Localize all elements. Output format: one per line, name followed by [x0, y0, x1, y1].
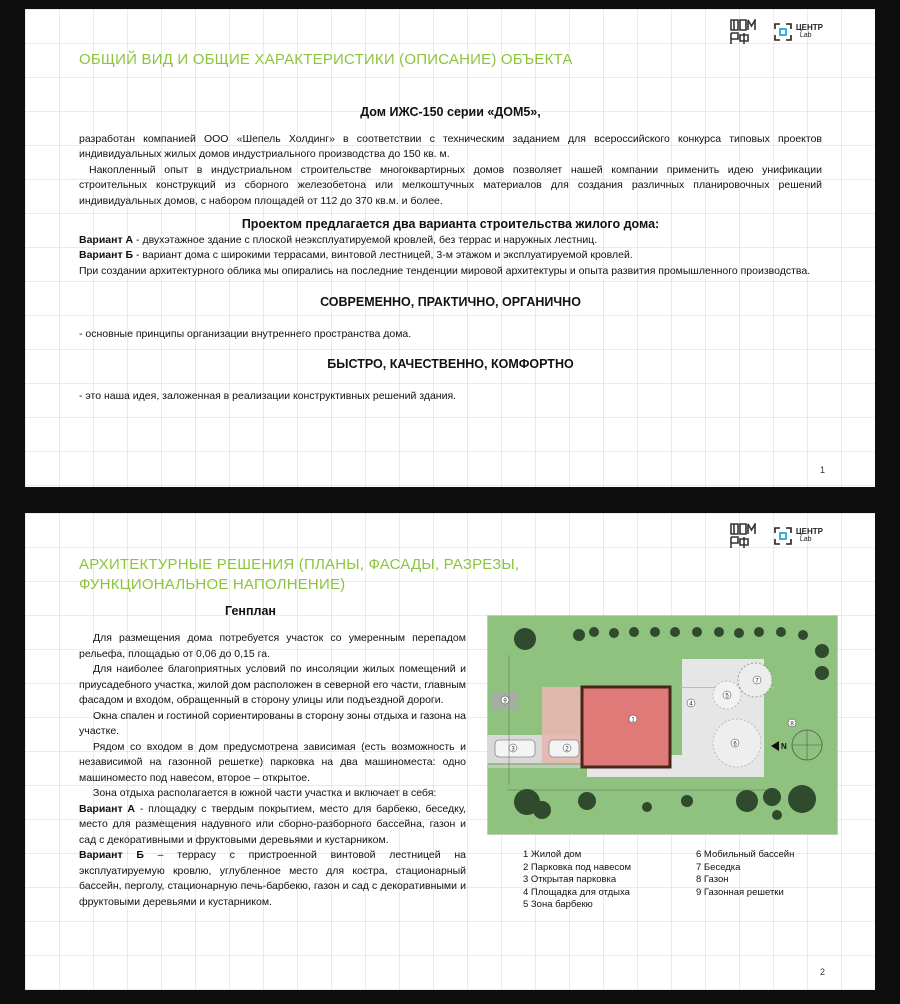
variant-b-label: Вариант Б: [79, 849, 144, 861]
dom-rf-logo-icon: [730, 19, 756, 45]
legend-item: 3 Открытая парковка: [523, 874, 617, 885]
legend-left-column: [523, 849, 696, 912]
genplan-description: [79, 631, 466, 910]
variant-b-text: - вариант дома с широкими террасами, винтовой лестницей, 3-м этажом и эксплуатируемой кровлей.: [133, 249, 633, 261]
page-number: 1: [819, 465, 825, 475]
center-lab-icon: [774, 23, 792, 41]
plan-label-9: 9: [503, 698, 507, 705]
variant-a-label: Вариант А: [79, 233, 134, 246]
variant-b-text: – террасу с пристроенной винтовой лестницей на эксплуатируемую кровлю, углубленное место для костра, стационарный бассейн, перголу, стационарную печь-барбекю, газон и сад с декоративными и фруктовыми деревьями и кустарником.: [79, 849, 466, 908]
heading-line-1: АРХИТЕКТУРНЫЕ РЕШЕНИЯ (ПЛАНЫ, ФАСАДЫ, РАЗРЕЗЫ,: [79, 556, 520, 573]
center-logo-text: ЦЕНТР: [795, 23, 823, 32]
genplan-title: Генплан: [225, 604, 276, 618]
north-label: N: [781, 742, 787, 751]
windows-paragraph: Окна спален и гостиной сориентированы в сторону зоны отдыха и газона на участке.: [79, 709, 466, 737]
logos: [730, 523, 823, 549]
plan-label-2: 2: [565, 746, 569, 753]
center-logo-sub: Lab: [799, 32, 812, 39]
legend-item: 6 Мобильный бассейн: [696, 849, 795, 860]
legend-item: 8 Газон: [696, 874, 729, 885]
page1-body: [79, 105, 822, 404]
center-lab-icon: [774, 527, 792, 545]
slogan-2: БЫСТРО, КАЧЕСТВЕННО, КОМФОРТНО: [327, 357, 574, 371]
plot-paragraph: Для размещения дома потребуется участок со умеренным перепадом рельефа, площадью от 0,06 до 0,15 га.: [79, 632, 466, 660]
legend-item: 9 Газонная решетки: [696, 886, 784, 898]
architecture-paragraph: При создании архитектурного облика мы опирались на последние тенденции мировой архитектуры и опыта развития промышленного производства.: [79, 264, 811, 277]
center-logo-sub: Lab: [799, 536, 812, 543]
rest-zone-paragraph: Зона отдыха располагается в южной части участка и включает в себя:: [93, 787, 437, 799]
page-heading: ОБЩИЙ ВИД И ОБЩИЕ ХАРАКТЕРИСТИКИ (ОПИСАНИЕ) ОБЪЕКТА: [79, 51, 573, 68]
dom-rf-logo-icon: [730, 523, 756, 549]
plan-legend: [523, 849, 843, 912]
plan-label-7: 7: [755, 678, 759, 685]
intro-paragraph: разработан компанией ООО «Шепель Холдинг» в соответствии с техническим заданием для всероссийского конкурса типовых проектов индивидуальных жилых домов индустриального производства до 150 кв. м.: [79, 132, 822, 160]
variant-a-text: - площадку с твердым покрытием, место для барбекю, беседку, место для размещения надувного или сборно-разборного бассейна, газон и сад с декоративными и фруктовыми деревьями и кустарником.: [79, 802, 466, 846]
variants-subtitle: Проектом предлагается два варианта строительства жилого дома:: [241, 217, 660, 231]
plan-label-1: 1: [631, 717, 635, 724]
plan-label-3: 3: [511, 746, 515, 753]
legend-right-column: [696, 849, 843, 912]
plan-label-4: 4: [689, 701, 693, 708]
plan-label-8: 8: [790, 721, 794, 728]
variant-b-label: Вариант Б: [79, 249, 134, 261]
parking-paragraph: Рядом со входом в дом предусмотрена зависимая (есть возможность и независимой на газонной решетке) парковка на два машиноместа: одно машиноместо под навесом, второе – открытое.: [79, 740, 466, 784]
legend-item: 2 Парковка под навесом: [523, 861, 632, 873]
variant-b: [79, 848, 466, 910]
center-lab-logo: [774, 23, 823, 41]
center-lab-logo: [774, 527, 823, 545]
slogan-1: СОВРЕМЕННО, ПРАКТИЧНО, ОРГАНИЧНО: [320, 295, 581, 309]
variant-b: [79, 248, 822, 264]
legend-item: 4 Площадка для отдыха: [523, 886, 630, 898]
slide-page-2: [25, 513, 875, 990]
legend-item: 1 Жилой дом: [523, 849, 582, 860]
slide-page-1: [25, 9, 875, 487]
variant-a-label: Вариант А: [79, 802, 136, 815]
object-title: Дом ИЖС-150 серии «ДОМ5»,: [360, 105, 541, 119]
slogan-2-text: - это наша идея, заложенная в реализации конструктивных решений здания.: [79, 389, 457, 402]
heading-line-2: ФУНКЦИОНАЛЬНОЕ НАПОЛНЕНИЕ): [79, 576, 346, 593]
variant-a: [79, 233, 822, 249]
plan-label-5: 5: [725, 693, 729, 700]
page-number: 2: [819, 967, 825, 977]
site-plan: [487, 615, 838, 835]
center-logo-text: ЦЕНТР: [795, 527, 823, 536]
variant-a: [79, 802, 466, 849]
plan-label-6: 6: [733, 741, 737, 748]
legend-item: 5 Зона барбекю: [523, 899, 593, 910]
logos: [730, 19, 823, 45]
variant-a-text: - двухэтажное здание с плоской неэксплуатируемой кровлей, без террас и наружных лестниц.: [133, 233, 598, 246]
house-footprint: [582, 687, 670, 767]
slogan-1-text: - основные принципы организации внутреннего пространства дома.: [79, 327, 412, 340]
legend-item: 7 Беседка: [696, 861, 741, 873]
insolation-paragraph: Для наиболее благоприятных условий по инсоляции жилых помещений и приусадебного участка, жилой дом расположен в северной его части, главным фасадом и входом, обращенный в сторону улицы или подъездной дороги.: [79, 663, 466, 706]
experience-paragraph: Накопленный опыт в индустриальном строительстве многоквартирных домов позволяет нашей компании применить идею унификации строительных конструкций из сборного железобетона или мелкоштучных материалов для создания различных планировочных решений индивидуальных домов, с набором площадей от 112 до 370 кв.м. и более.: [79, 163, 822, 207]
page-heading: [79, 555, 519, 595]
